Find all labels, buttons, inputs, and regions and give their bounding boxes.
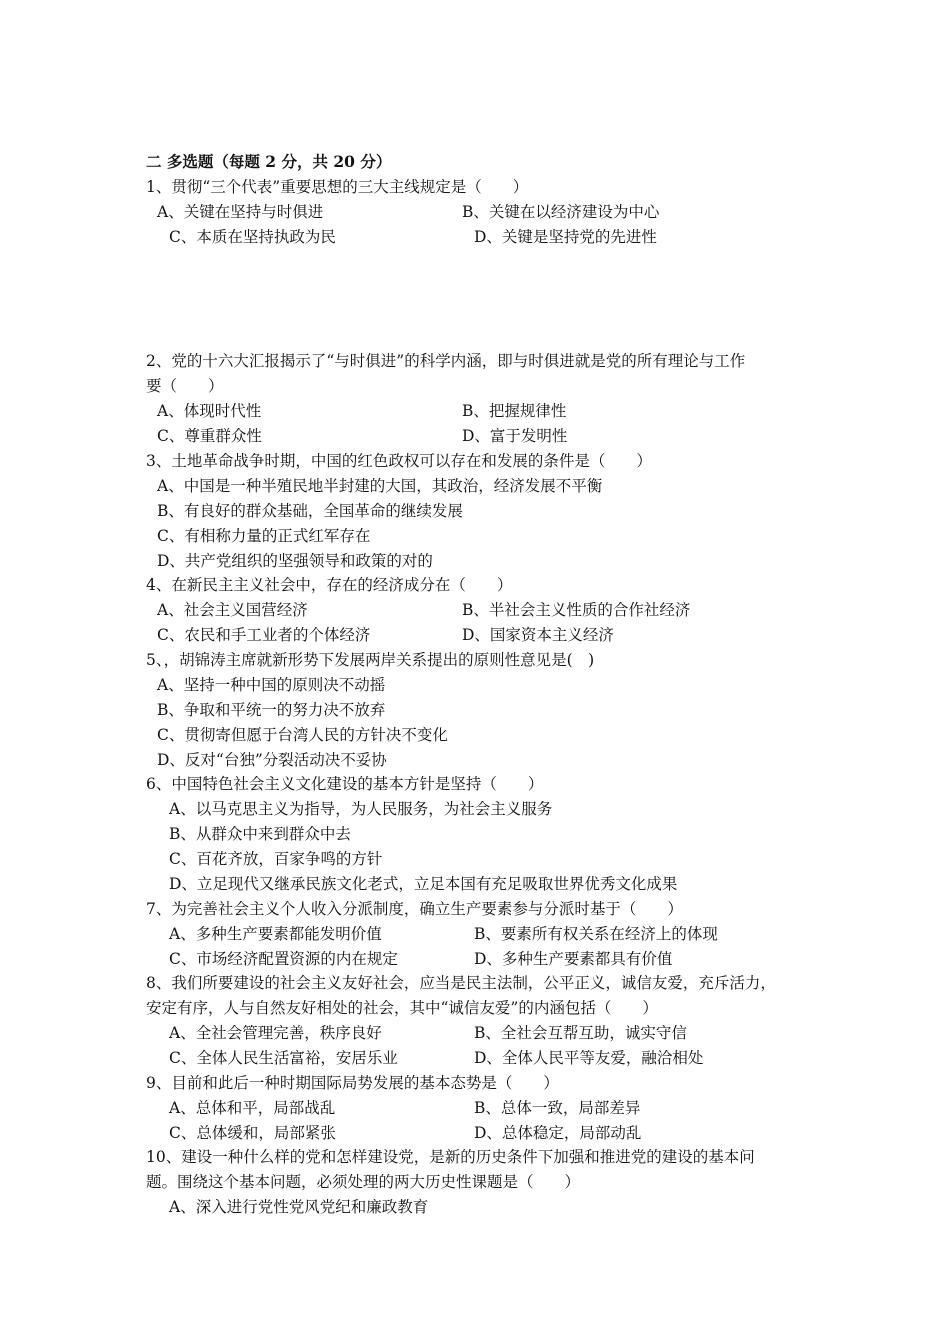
question-2-option-c: C、尊重群众性 <box>157 427 262 445</box>
question-8-option-c: C、全体人民生活富裕，安居乐业 <box>169 1049 398 1067</box>
question-1-option-b: B、关键在以经济建设为中心 <box>462 203 660 221</box>
question-6-option-b: B、从群众中来到群众中去 <box>169 825 351 843</box>
question-2-stem-line-1: 2、党的十六大汇报揭示了“与时俱进”的科学内涵，即与时俱进就是党的所有理论与工作 <box>146 352 746 370</box>
question-1-option-c: C、本质在坚持执政为民 <box>169 228 336 246</box>
question-7-option-b: B、要素所有权关系在经济上的体现 <box>474 925 718 943</box>
question-6-option-a: A、以马克思主义为指导，为人民服务，为社会主义服务 <box>169 800 553 818</box>
question-4-option-a: A、社会主义国营经济 <box>157 601 308 619</box>
question-9-option-c: C、总体缓和，局部紧张 <box>169 1124 336 1142</box>
question-9-option-a: A、总体和平，局部战乱 <box>169 1099 336 1117</box>
question-3-stem: 3、土地革命战争时期，中国的红色政权可以存在和发展的条件是（ ） <box>146 452 652 470</box>
question-3-option-b: B、有良好的群众基础，全国革命的继续发展 <box>157 502 463 520</box>
question-2-option-b: B、把握规律性 <box>462 402 567 420</box>
question-7-option-d: D、多种生产要素都具有价值 <box>474 950 673 968</box>
question-8-stem-line-2: 安定有序，人与自然友好相处的社会，其中“诚信友爱”的内涵包括（ ） <box>146 999 658 1017</box>
question-8-option-d: D、全体人民平等友爱，融洽相处 <box>474 1049 704 1067</box>
question-6-option-d: D、立足现代又继承民族文化老式，立足本国有充足吸取世界优秀文化成果 <box>169 875 678 893</box>
question-8-option-a: A、全社会管理完善，秩序良好 <box>169 1024 382 1042</box>
question-3-option-d: D、共产党组织的坚强领导和政策的对的 <box>157 552 433 570</box>
question-4-option-b: B、半社会主义性质的合作社经济 <box>462 601 691 619</box>
question-3-option-a: A、中国是一种半殖民地半封建的大国，其政治，经济发展不平衡 <box>157 477 603 495</box>
question-7-option-a: A、多种生产要素都能发明价值 <box>169 925 382 943</box>
question-1-option-a: A、关键在坚持与时俱进 <box>157 203 324 221</box>
question-6-stem: 6、中国特色社会主义文化建设的基本方针是坚持（ ） <box>146 775 544 793</box>
question-10-stem-line-2: 题。围绕这个基本问题，必须处理的两大历史性课题是（ ） <box>146 1173 581 1191</box>
question-10-option-a: A、深入进行党性党风党纪和廉政教育 <box>169 1198 429 1216</box>
question-5-option-c: C、贯彻寄但愿于台湾人民的方针决不变化 <box>157 726 448 744</box>
question-5-stem: 5、，胡锦涛主席就新形势下发展两岸关系提出的原则性意见是( ) <box>146 651 595 669</box>
section-title: 二 多选题（每题 2 分，共 20 分） <box>146 152 392 171</box>
question-2-option-d: D、富于发明性 <box>462 427 568 445</box>
question-7-option-c: C、市场经济配置资源的内在规定 <box>169 950 398 968</box>
question-8-stem-line-1: 8、我们所要建设的社会主义友好社会，应当是民主法制，公平正义，诚信友爱，充斥活力， <box>146 974 776 992</box>
question-4-stem: 4、在新民主主义社会中，存在的经济成分在（ ） <box>146 576 513 594</box>
question-5-option-d: D、反对“台独”分裂活动决不妥协 <box>157 751 387 769</box>
question-8-option-b: B、全社会互帮互助，诚实守信 <box>474 1024 687 1042</box>
question-2-option-a: A、体现时代性 <box>157 402 262 420</box>
question-3-option-c: C、有相称力量的正式红军存在 <box>157 527 371 545</box>
question-10-stem-line-1: 10、建设一种什么样的党和怎样建设党，是新的历史条件下加强和推进党的建设的基本问 <box>146 1148 755 1166</box>
question-1-option-d: D、关键是坚持党的先进性 <box>474 228 657 246</box>
question-4-option-d: D、国家资本主义经济 <box>462 626 614 644</box>
question-2-stem-line-2: 要（ ） <box>146 377 224 395</box>
question-9-option-d: D、总体稳定，局部动乱 <box>474 1124 642 1142</box>
question-5-option-b: B、争取和平统一的努力决不放弃 <box>157 701 386 719</box>
question-7-stem: 7、为完善社会主义个人收入分派制度，确立生产要素参与分派时基于（ ） <box>146 900 683 918</box>
question-1-stem: 1、贯彻“三个代表”重要思想的三大主线规定是（ ） <box>146 178 529 196</box>
question-5-option-a: A、坚持一种中国的原则决不动摇 <box>157 676 386 694</box>
question-6-option-c: C、百花齐放，百家争鸣的方针 <box>169 850 383 868</box>
question-9-option-b: B、总体一致，局部差异 <box>474 1099 641 1117</box>
question-9-stem: 9、目前和此后一种时期国际局势发展的基本态势是（ ） <box>146 1074 559 1092</box>
question-4-option-c: C、农民和手工业者的个体经济 <box>157 626 371 644</box>
